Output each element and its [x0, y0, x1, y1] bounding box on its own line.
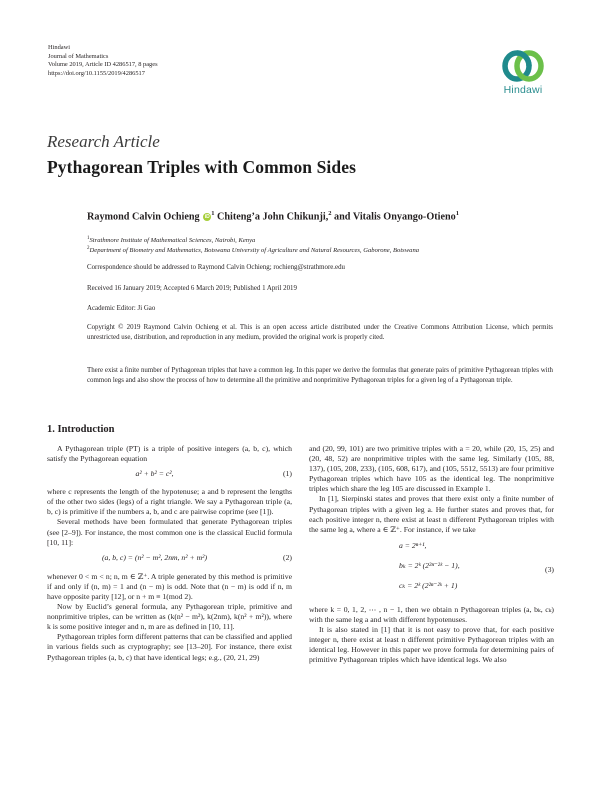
logo-wordmark: Hindawi — [503, 84, 543, 96]
paragraph: and (20, 99, 101) are two primitive triples with a = 20, while (20, 15, 25) and (20, 48, 52) are nonprimitive triples with the same leg. Similarly (105, 88, 137), (105, 208, 233), (105, 608, 617), and (105, 5512, 5513) are four primitive Pythagorean triples which have 105 as the identical leg. The nonprimitive triples which share the leg 105 are discussed in Example 1. — [309, 444, 554, 494]
left-column — [47, 444, 292, 663]
correspondence: Correspondence should be addressed to Raymond Calvin Ochieng; rochieng@strathmore.edu — [87, 264, 345, 271]
publication-dates: Received 16 January 2019; Accepted 6 March 2019; Published 1 April 2019 — [87, 285, 297, 292]
author-3: and Vitalis Onyango-Otieno — [334, 211, 456, 223]
paper-title: Pythagorean Triples with Common Sides — [47, 157, 357, 177]
journal-name: Journal of Mathematics — [48, 52, 109, 60]
equation-1 — [47, 469, 292, 483]
equation-2-body: (a, b, c) = (n² − m², 2nm, n² + m²) — [101, 552, 208, 562]
hindawi-logo-icon — [500, 49, 546, 83]
author-list — [87, 210, 459, 222]
author-1-affil: 1 — [211, 210, 215, 217]
affiliation-2 — [87, 246, 419, 254]
affiliation-2-sup: 2 — [87, 246, 90, 251]
affiliation-2-text: Department of Biometry and Mathematics, Botswana University of Agriculture and Natural Resources, Gaborone, Botswana — [89, 247, 420, 255]
paragraph: Now by Euclid’s general formula, any Pythagorean triple, primitive and nonprimitive triples, can be written as (k(n² − m²), k(2nm), k(n² + m²)), where k is some positive integer and n, m are as defined in [10, 11]. — [47, 602, 292, 632]
author-2-affil: 2 — [328, 210, 332, 217]
equation-3-line-2: bₖ = 2ᵏ (2²ⁿ⁻²ᵏ − 1), — [399, 560, 460, 570]
equation-3-number: (3) — [545, 564, 554, 574]
paragraph: whenever 0 < m < n; n, m ∈ ℤ⁺. A triple generated by this method is primitive if and only if (n, m) = 1 and (n − m) is odd. Note that (n − m) is odd if n, m have opposite parity [12], or n + m ≡ 1(mod 2). — [47, 571, 292, 601]
equation-2 — [47, 553, 292, 567]
academic-editor: Academic Editor: Ji Gao — [87, 305, 156, 312]
equation-3 — [309, 541, 554, 601]
paragraph: Pythagorean triples form different patterns that can be classified and applied in various fields such as cryptography; see [13–20]. For instance, there exist Pythagorean triples (a, b, c) that have identical legs; e.g., (20, 21, 29) — [47, 632, 292, 662]
article-type: Research Article — [47, 132, 160, 151]
journal-meta — [48, 44, 158, 79]
doi-link[interactable]: https://doi.org/10.1155/2019/4286517 — [48, 70, 145, 78]
affiliation-1-sup: 1 — [87, 236, 90, 241]
abstract: There exist a finite number of Pythagorean triples that have a common leg. In this paper we derive the formulas that generate pairs of primitive Pythagorean triples with common legs and also show the process of how to determine all the primitive and nonprimitive Pythagorean triples for a given leg of a Pythagorean triple. — [87, 367, 553, 384]
right-column — [309, 444, 554, 665]
author-1: Raymond Calvin Ochieng — [87, 211, 200, 223]
equation-1-number: (1) — [283, 469, 292, 479]
equation-2-number: (2) — [283, 552, 292, 562]
affiliation-1 — [87, 236, 255, 244]
paragraph: Several methods have been formulated that generate Pythagorean triples (see [2–9]). For instance, the most common one is the classical Euclid formula [10, 11]: — [47, 517, 292, 547]
paragraph: It is also stated in [1] that it is not easy to prove that, for each positive integer n, there exist at least n different primitive Pythagorean triples with an identical leg. However in this paper we prove formula for determining pairs of primitive Pythagorean triples which have identical legs. We also — [309, 625, 554, 665]
equation-1-body: a² + b² = c², — [135, 469, 174, 479]
paragraph: where k = 0, 1, 2, ⋯ , n − 1, then we obtain n Pythagorean triples (a, bₖ, cₖ) with the same leg a and with different hypotenuses. — [309, 604, 554, 624]
paragraph: A Pythagorean triple (PT) is a triple of positive integers (a, b, c), which satisfy the Pythagorean equation — [47, 444, 292, 464]
author-2: Chiteng’a John Chikunji, — [217, 211, 329, 223]
paragraph: In [1], Sierpinski states and proves that there exist only a finite number of Pythagorean triples with a given leg a. He further states and proves that, for each positive integer n, there exist at least n different Pythagorean triples with the same leg a, where a ∈ ℤ⁺. For instance, if we take — [309, 494, 554, 534]
paragraph: where c represents the length of the hypotenuse; a and b represent the lengths of the other two sides (legs) of a right triangle. We say a Pythagorean triple (a, b, c) is primitive if the numbers a, b, and c are pairwise coprime (see [1]). — [47, 487, 292, 517]
publisher-name: Hindawi — [48, 44, 71, 51]
equation-3-line-3: cₖ = 2ᵏ (2²ⁿ⁻²ᵏ + 1) — [399, 580, 458, 590]
section-heading: 1. Introduction — [47, 424, 115, 435]
hindawi-logo — [497, 49, 549, 96]
author-3-affil: 1 — [455, 210, 460, 217]
volume-line: Volume 2019, Article ID 4286517, 8 pages — [48, 61, 158, 69]
copyright-notice: Copyright © 2019 Raymond Calvin Ochieng et al. This is an open access article distributed under the Creative Commons Attribution License, which permits unrestricted use, distribution, and reproduction in any medium, provided the original work is properly cited. — [87, 324, 553, 341]
affiliation-1-text: Strathmore Institute of Mathematical Sciences, Nairobi, Kenya — [89, 237, 256, 245]
equation-3-line-1: a = 2ⁿ⁺¹, — [399, 540, 427, 550]
orcid-icon[interactable]: iD — [204, 214, 210, 221]
